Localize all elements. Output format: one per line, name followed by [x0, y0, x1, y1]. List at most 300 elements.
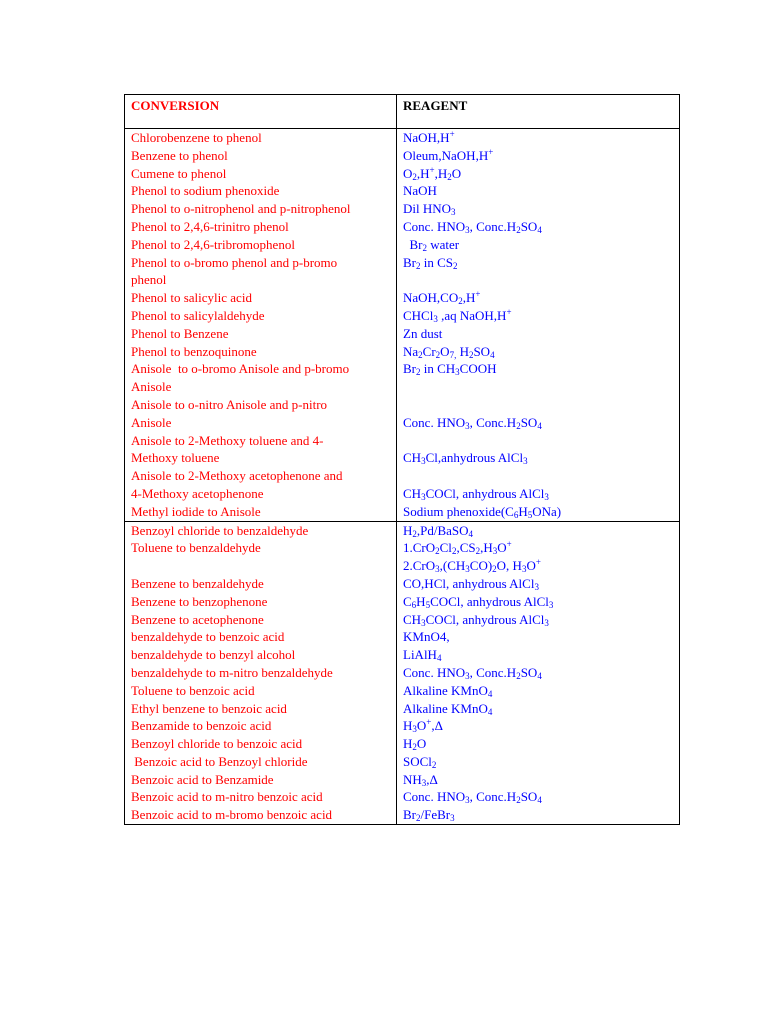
reagent-line: [403, 236, 679, 254]
reagent-cell: [397, 325, 680, 343]
formula-text: CH: [403, 485, 422, 501]
subscript: 2: [412, 742, 417, 753]
conversion-cell: [125, 343, 397, 361]
reagent-cell: [397, 200, 680, 218]
reagent-line: [403, 664, 679, 682]
table-row: [125, 806, 680, 824]
subscript: 3: [492, 546, 498, 557]
conversion-line: Benzene to benzaldehyde: [131, 575, 264, 591]
reagent-line: [403, 628, 679, 646]
subscript: 7,: [449, 349, 457, 360]
reagent-cell: [397, 806, 680, 824]
conversion-line: Anisole to o-nitro Anisole and p-nitro: [131, 396, 328, 412]
subscript: 3: [544, 491, 549, 502]
formula-text: Conc. HNO: [403, 218, 466, 234]
formula-text: Sodium phenoxide(C: [403, 503, 514, 519]
subscript: 2: [516, 670, 521, 681]
formula-text: , Conc.H: [469, 789, 517, 805]
formula-text: O: [416, 718, 427, 734]
subscript: 3: [433, 313, 438, 324]
conversion-cell: [125, 147, 397, 165]
reagent-line: [403, 147, 679, 165]
reagent-line: [403, 307, 679, 325]
subscript: 6: [513, 509, 519, 520]
subscript: 2: [435, 349, 441, 360]
conversion-cell: [125, 218, 397, 236]
superscript: +: [475, 289, 481, 300]
formula-text: in CS: [420, 254, 454, 270]
formula-text: O: [416, 736, 427, 752]
table-row: [125, 646, 680, 664]
conversion-cell: [125, 646, 397, 664]
formula-text: COCl, anhydrous AlCl: [425, 611, 545, 627]
conversion-line: phenol: [131, 272, 167, 288]
conversion-line: Phenol to sodium phenoxide: [131, 183, 280, 199]
subscript: 3: [523, 456, 528, 467]
formula-text: ONa): [532, 503, 562, 519]
formula-text: in CH: [420, 361, 456, 377]
reagent-line: [403, 182, 679, 200]
conversion-cell: [125, 539, 397, 575]
subscript: 3: [465, 670, 470, 681]
formula-text: COCl, anhydrous AlCl: [425, 485, 545, 501]
formula-text: ,Pd/BaSO: [416, 522, 469, 538]
table-row: [125, 360, 680, 396]
reagent-cell: [397, 503, 680, 521]
reagent-line: [403, 343, 679, 361]
conversion-cell: [125, 806, 397, 824]
table-row: [125, 735, 680, 753]
reagent-line: [403, 575, 679, 593]
conversion-cell: [125, 611, 397, 629]
superscript: +: [426, 717, 432, 728]
formula-text: NH: [403, 771, 422, 787]
subscript: 2: [422, 242, 427, 253]
formula-text: COOH: [459, 361, 497, 377]
conversion-cell: [125, 129, 397, 147]
table-row: [125, 664, 680, 682]
subscript: 2: [412, 171, 417, 182]
table-row: [125, 254, 680, 290]
subscript: 3: [544, 617, 549, 628]
subscript: 4: [468, 528, 474, 539]
conversion-cell: [125, 664, 397, 682]
formula-text: Br: [403, 236, 423, 252]
formula-text: Alkaline KMnO: [403, 700, 488, 716]
conversion-line: benzaldehyde to m-nitro benzaldehyde: [131, 664, 333, 680]
reagent-cell: [397, 129, 680, 147]
conversion-cell: [125, 200, 397, 218]
formula-text: Cl,anhydrous AlCl: [425, 450, 524, 466]
reagent-line: [403, 557, 679, 575]
reagent-line: [403, 503, 679, 521]
conversion-line: Phenol to 2,4,6-trinitro phenol: [131, 218, 289, 234]
table-row: [125, 575, 680, 593]
formula-text: Cr: [422, 343, 436, 359]
reagent-cell: [397, 147, 680, 165]
formula-text: /FeBr: [420, 807, 451, 823]
formula-text: SOCl: [403, 753, 432, 769]
table-row: [125, 147, 680, 165]
reagent-cell: [397, 664, 680, 682]
reagent-cell: [397, 343, 680, 361]
reagent-cell: [397, 432, 680, 468]
reagent-line: [403, 414, 679, 432]
formula-text: 2.CrO: [403, 558, 436, 574]
subscript: 2: [451, 546, 457, 557]
formula-text: H: [456, 343, 469, 359]
conversion-line: Toluene to benzoic acid: [131, 682, 255, 698]
reagent-cell: [397, 575, 680, 593]
reagent-line: [403, 788, 679, 806]
reagent-cell: [397, 307, 680, 325]
conversion-line: Methoxy toluene: [131, 450, 220, 466]
conversion-line: Benzene to acetophenone: [131, 611, 264, 627]
reagent-cell: [397, 700, 680, 718]
reagent-line: [403, 360, 679, 378]
reagent-line: [403, 522, 679, 540]
conversion-cell: [125, 771, 397, 789]
conversion-line: Benzoyl chloride to benzaldehyde: [131, 522, 309, 538]
table-row: [125, 289, 680, 307]
formula-text: O, H: [496, 558, 522, 574]
table-row: [125, 182, 680, 200]
conversion-line: Phenol to o-nitrophenol and p-nitrophenol: [131, 201, 351, 217]
conversion-line: Phenol to Benzene: [131, 325, 229, 341]
superscript: +: [429, 164, 435, 175]
conversion-line: Anisole to 2-Methoxy toluene and 4-: [131, 432, 324, 448]
reagent-cell: [397, 753, 680, 771]
table-row: [125, 717, 680, 735]
conversion-line: Phenol to o-bromo phenol and p-bromo: [131, 254, 338, 270]
conversion-line: Anisole: [131, 379, 172, 395]
subscript: 4: [487, 688, 493, 699]
formula-text: ,CS: [456, 540, 476, 556]
reagent-cell: [397, 646, 680, 664]
conversion-line: Anisole to o-bromo Anisole and p-bromo: [131, 361, 350, 377]
reagent-line: [403, 682, 679, 700]
reagent-line: [403, 735, 679, 753]
subscript: 4: [436, 653, 442, 664]
subscript: 6: [411, 599, 417, 610]
subscript: 3: [548, 599, 554, 610]
table-body: [125, 95, 680, 825]
formula-text: Br: [403, 361, 416, 377]
formula-text: O: [451, 165, 462, 181]
formula-text: O: [526, 558, 536, 574]
conversion-cell: [125, 700, 397, 718]
table-row: [125, 343, 680, 361]
formula-text: O: [403, 165, 413, 181]
subscript: 3: [435, 564, 440, 575]
subscript: 3: [534, 581, 539, 592]
conversion-cell: [125, 521, 397, 539]
formula-text: water: [427, 236, 460, 252]
reagent-cell: [397, 771, 680, 789]
table-row: [125, 218, 680, 236]
conversion-line: Chlorobenzene to phenol: [131, 130, 262, 145]
conversion-line: Ethyl benzene to benzoic acid: [131, 700, 287, 716]
formula-text: CH: [403, 611, 422, 627]
conversion-line: Cumene to phenol: [131, 165, 227, 181]
formula-text: CHCl: [403, 307, 434, 323]
reagent-cell: [397, 396, 680, 432]
formula-text: Br: [403, 254, 416, 270]
table-row: [125, 432, 680, 468]
conversion-line: Benzene to benzophenone: [131, 593, 268, 609]
reagent-cell: [397, 788, 680, 806]
conversion-cell: [125, 467, 397, 503]
reagent-line: [403, 165, 679, 183]
reagent-line: [403, 646, 679, 664]
reagent-line: [403, 700, 679, 718]
subscript: 3: [465, 564, 470, 575]
formula-text: C: [403, 593, 412, 609]
subscript: 4: [537, 670, 542, 681]
reagent-line: [403, 771, 679, 789]
reagent-cell: [397, 218, 680, 236]
subscript: 3: [465, 420, 470, 431]
conversion-line: Phenol to salicylic acid: [131, 290, 252, 306]
reagent-line: [403, 254, 679, 272]
conversion-cell: [125, 165, 397, 183]
subscript: 3: [450, 813, 455, 824]
conversion-cell: [125, 575, 397, 593]
conversion-cell: [125, 307, 397, 325]
conversion-cell: [125, 432, 397, 468]
formula-text: O: [497, 540, 507, 556]
table-row: [125, 236, 680, 254]
conversion-line: benzaldehyde to benzoic acid: [131, 629, 285, 645]
table-row: [125, 611, 680, 629]
formula-text: CH: [403, 450, 422, 466]
conversion-line: 4-Methoxy acetophenone: [131, 485, 264, 501]
conversion-line: benzaldehyde to benzyl alcohol: [131, 647, 296, 663]
formula-text: Oleum,NaOH,H: [403, 147, 489, 163]
reagent-line: [403, 129, 679, 147]
subscript: 4: [487, 706, 493, 717]
subscript: 5: [425, 599, 431, 610]
table-row: [125, 753, 680, 771]
subscript: 2: [453, 260, 458, 271]
subscript: 3: [412, 724, 417, 735]
conversion-cell: [125, 717, 397, 735]
formula-text: ,H: [434, 165, 448, 181]
subscript: 2: [516, 224, 521, 235]
formula-text: ,H: [462, 290, 476, 306]
subscript: 3: [465, 795, 470, 806]
reagent-cell: [397, 593, 680, 611]
formula-text: ,H: [480, 540, 493, 556]
reagent-cell: [397, 539, 680, 575]
formula-text: ,(CH: [439, 558, 466, 574]
subscript: 3: [455, 367, 460, 378]
subscript: 3: [465, 224, 470, 235]
subscript: 4: [537, 795, 542, 806]
table-row: [125, 771, 680, 789]
conversion-line: Benzoyl chloride to benzoic acid: [131, 736, 303, 752]
reagent-cell: [397, 682, 680, 700]
formula-text: Conc. HNO: [403, 414, 466, 430]
superscript: +: [449, 129, 455, 139]
formula-text: SO: [520, 789, 538, 805]
formula-text: ,Δ: [426, 771, 438, 787]
conversion-cell: [125, 360, 397, 396]
subscript: 2: [416, 813, 421, 824]
table-header-row: [125, 95, 680, 129]
conversion-line: Anisole to 2-Methoxy acetophenone and: [131, 468, 343, 484]
formula-text: Cl: [439, 540, 452, 556]
formula-text: NaOH,CO: [403, 290, 459, 306]
reagent-line: [403, 611, 679, 629]
formula-text: Dil HNO: [403, 201, 452, 217]
reagent-cell: [397, 254, 680, 290]
table-row: [125, 129, 680, 147]
conversion-cell: [125, 628, 397, 646]
reagent-line: [403, 396, 679, 414]
formula-text: LiAlH: [403, 647, 437, 663]
conversion-line: Benzoic acid to Benzoyl chloride: [131, 753, 308, 769]
superscript: +: [535, 557, 541, 568]
subscript: 2: [412, 528, 417, 539]
subscript: 3: [421, 617, 426, 628]
table-row: [125, 628, 680, 646]
table-row: [125, 682, 680, 700]
conversion-cell: [125, 254, 397, 290]
formula-text: SO: [520, 664, 538, 680]
subscript: 2: [416, 260, 421, 271]
subscript: 3: [421, 456, 426, 467]
subscript: 2: [435, 546, 440, 557]
formula-text: H: [403, 718, 413, 734]
formula-text: SO: [520, 218, 538, 234]
formula-text: O: [440, 343, 450, 359]
formula-text: NaOH: [403, 183, 437, 199]
conversion-cell: [125, 503, 397, 521]
reagent-line: [403, 289, 679, 307]
table-row: [125, 396, 680, 432]
conversion-cell: [125, 788, 397, 806]
subscript: 2: [516, 795, 521, 806]
conversion-line: Benzoic acid to Benzamide: [131, 771, 274, 787]
formula-text: H: [403, 522, 413, 538]
reagent-line: [403, 717, 679, 735]
formula-text: H: [416, 593, 426, 609]
subscript: 3: [451, 207, 456, 218]
formula-text: Alkaline KMnO: [403, 682, 488, 698]
reagent-cell: [397, 289, 680, 307]
table-row: [125, 539, 680, 575]
table-row: [125, 307, 680, 325]
reagent-line: [403, 485, 679, 503]
table-row: [125, 788, 680, 806]
reagent-cell: [397, 467, 680, 503]
formula-text: H: [403, 736, 413, 752]
conversion-line: Phenol to benzoquinone: [131, 343, 257, 359]
reagent-line: [403, 218, 679, 236]
conversion-cell: [125, 289, 397, 307]
conversion-line: Methyl iodide to Anisole: [131, 503, 261, 519]
conversion-cell: [125, 325, 397, 343]
subscript: 3: [421, 491, 426, 502]
formula-text: H: [518, 503, 528, 519]
conversion-line: Benzamide to benzoic acid: [131, 718, 272, 734]
subscript: 2: [458, 296, 463, 307]
subscript: 5: [527, 509, 533, 520]
reagent-line: [403, 432, 679, 450]
reagent-line: [403, 325, 679, 343]
subscript: 3: [521, 564, 527, 575]
reagent-column-header: REAGENT: [397, 95, 680, 129]
reagent-line: [403, 806, 679, 824]
reagent-line: [403, 449, 679, 467]
conversion-line: Anisole: [131, 414, 172, 430]
table-row: [125, 521, 680, 539]
conversion-cell: [125, 753, 397, 771]
reagent-line: [403, 753, 679, 771]
reagent-cell: [397, 360, 680, 396]
formula-text: , Conc.H: [469, 218, 517, 234]
table-row: [125, 325, 680, 343]
reagent-cell: [397, 165, 680, 183]
formula-text: , Conc.H: [469, 414, 517, 430]
conversion-line: Benzoic acid to m-nitro benzoic acid: [131, 789, 323, 805]
subscript: 2: [431, 759, 437, 770]
reagent-line: [403, 539, 679, 557]
conversion-cell: [125, 593, 397, 611]
subscript: 4: [537, 420, 542, 431]
formula-text: SO: [473, 343, 491, 359]
conversion-line: Phenol to salicylaldehyde: [131, 307, 265, 323]
formula-text: NaOH,H: [403, 130, 450, 145]
formula-text: ,aq NaOH,H: [437, 307, 507, 323]
conversion-column-header: CONVERSION: [125, 95, 397, 129]
conversion-cell: [125, 236, 397, 254]
formula-text: KMnO4,: [403, 629, 450, 645]
formula-text: CO,HCl, anhydrous AlCl: [403, 575, 535, 591]
reagent-cell: [397, 735, 680, 753]
conversion-cell: [125, 682, 397, 700]
reagent-line: [403, 200, 679, 218]
reagent-cell: [397, 611, 680, 629]
superscript: +: [506, 306, 512, 317]
conversion-reagent-table: [124, 94, 680, 825]
formula-text: COCl, anhydrous AlCl: [430, 593, 549, 609]
subscript: 2: [516, 420, 521, 431]
reagent-cell: [397, 236, 680, 254]
conversion-cell: [125, 396, 397, 432]
formula-text: Conc. HNO: [403, 664, 466, 680]
table-row: [125, 503, 680, 521]
reagent-cell: [397, 717, 680, 735]
formula-text: Zn dust: [403, 325, 443, 341]
formula-text: ,H: [416, 165, 430, 181]
subscript: 4: [537, 224, 542, 235]
reagent-cell: [397, 628, 680, 646]
table-row: [125, 593, 680, 611]
conversion-line: Benzene to phenol: [131, 147, 228, 163]
superscript: +: [506, 539, 512, 550]
formula-text: CO): [469, 558, 493, 574]
reagent-cell: [397, 182, 680, 200]
formula-text: 1.CrO: [403, 540, 436, 556]
conversion-line: [131, 557, 396, 575]
conversion-line: Toluene to benzaldehyde: [131, 540, 261, 556]
formula-text: Br: [403, 807, 416, 823]
table-row: [125, 700, 680, 718]
formula-text: , Conc.H: [469, 664, 517, 680]
conversion-cell: [125, 735, 397, 753]
